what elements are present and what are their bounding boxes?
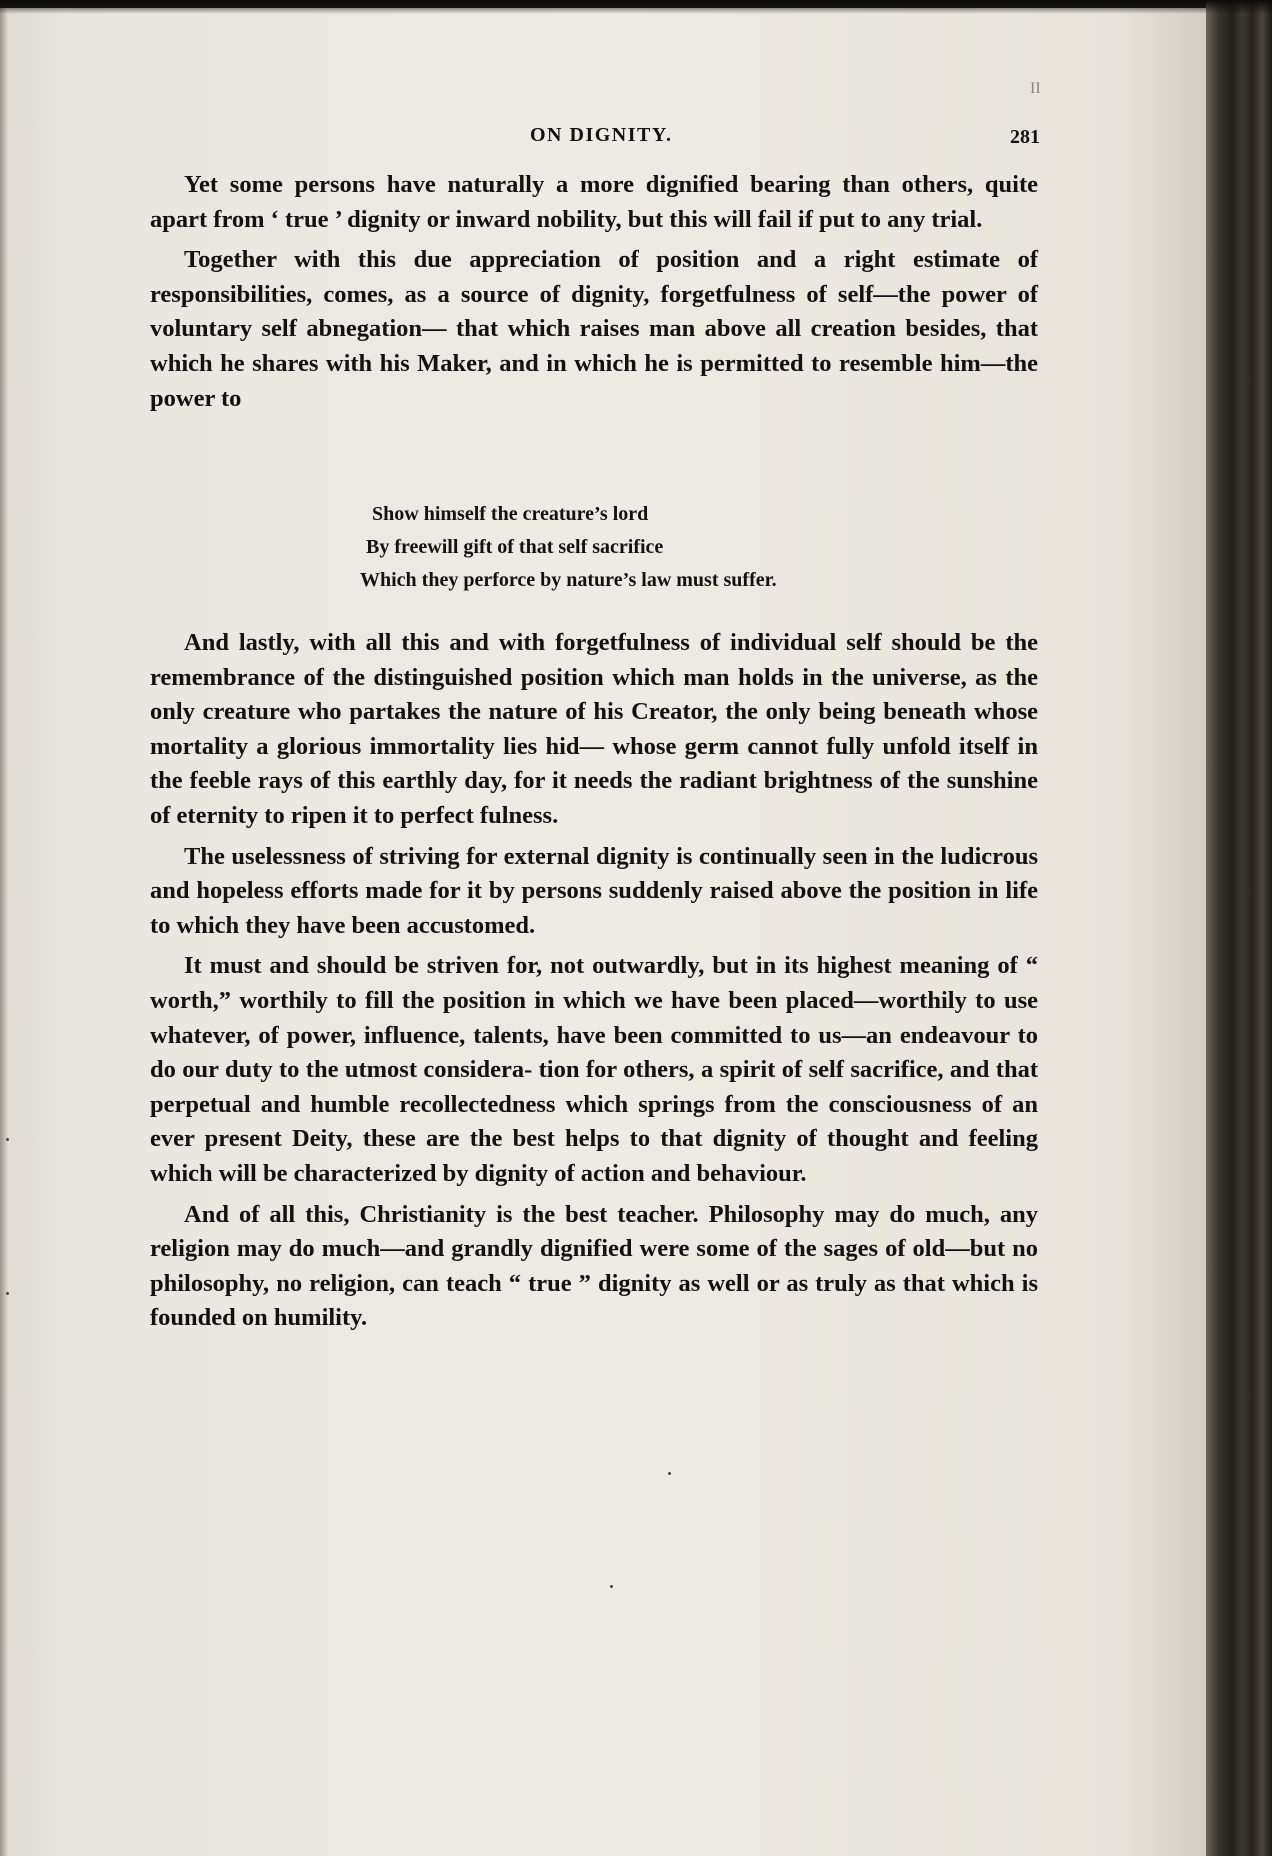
paper-speck <box>6 1138 9 1141</box>
verse-line: Which they perforce by nature’s law must suffer. <box>360 569 777 591</box>
paragraph: And of all this, Christianity is the best teacher. Philosophy may do much, any religion may do much—and grandly dignified were some of the sages of old—but no philosophy, no religion, can teach “ true ” dignity as well or as truly as that which is founded on humility. <box>150 1200 1038 1332</box>
page-number: 281 <box>1010 126 1040 148</box>
verse-line: Show himself the creature’s lord <box>372 503 649 525</box>
running-title: ON DIGNITY. <box>530 124 673 146</box>
paragraph: It must and should be striven for, not outwardly, but in its highest meaning of “ worth,” worthily to fill the position in which we have been placed—worthily to use whatever, of power, influence, talents, have been committed to us—an endeavour to do our duty to the utmost considera- tion for others, a spirit of self sacrifice, and that perpetual and humble recollectedness which springs from the consciousness of an ever present Deity, these are the best helps to that dignity of thought and feeling which will be characterized by dignity of action and behaviour. <box>150 952 1038 1187</box>
top-shadow <box>0 0 1272 14</box>
paper-speck <box>6 1292 9 1295</box>
paper-speck <box>668 1472 671 1475</box>
text-block-upper <box>150 168 1038 422</box>
book-fore-edge <box>1206 0 1272 1856</box>
paragraph: The uselessness of striving for external dignity is continually seen in the ludicrous and hopeless efforts made for it by persons suddenly raised above the position in life to which they have been accustomed. <box>150 842 1038 939</box>
gutter-shadow <box>0 8 8 1856</box>
verse-line: By freewill gift of that self sacrifice <box>366 536 664 558</box>
paragraph: Yet some persons have naturally a more dignified bearing than others, quite apart from ‘ true ’ dignity or inward nobility, but this will fail if put to any trial. <box>150 171 1038 233</box>
verse-quotation <box>360 498 960 597</box>
text-block-lower <box>150 626 1038 1342</box>
corner-mark: II <box>1030 80 1041 97</box>
paragraph: And lastly, with all this and with forgetfulness of individual self should be the remembrance of the distinguished position which man holds in the universe, as the only creature who partakes the nature of his Creator, the only being beneath whose mortality a glorious immortality lies hid— whose germ cannot fully unfold itself in the feeble rays of this earthly day, for it needs the radiant brightness of the sunshine of eternity to ripen it to perfect fulness. <box>150 629 1038 829</box>
running-header <box>160 124 1040 154</box>
paper-speck <box>610 1585 613 1588</box>
paragraph: Together with this due appreciation of position and a right estimate of responsibilities, comes, as a source of dignity, forgetfulness of self—the power of voluntary self abnegation— that which raises man above all creation besides, that which he shares with his Maker, and in which he is permitted to resemble him—the power to <box>150 246 1038 412</box>
